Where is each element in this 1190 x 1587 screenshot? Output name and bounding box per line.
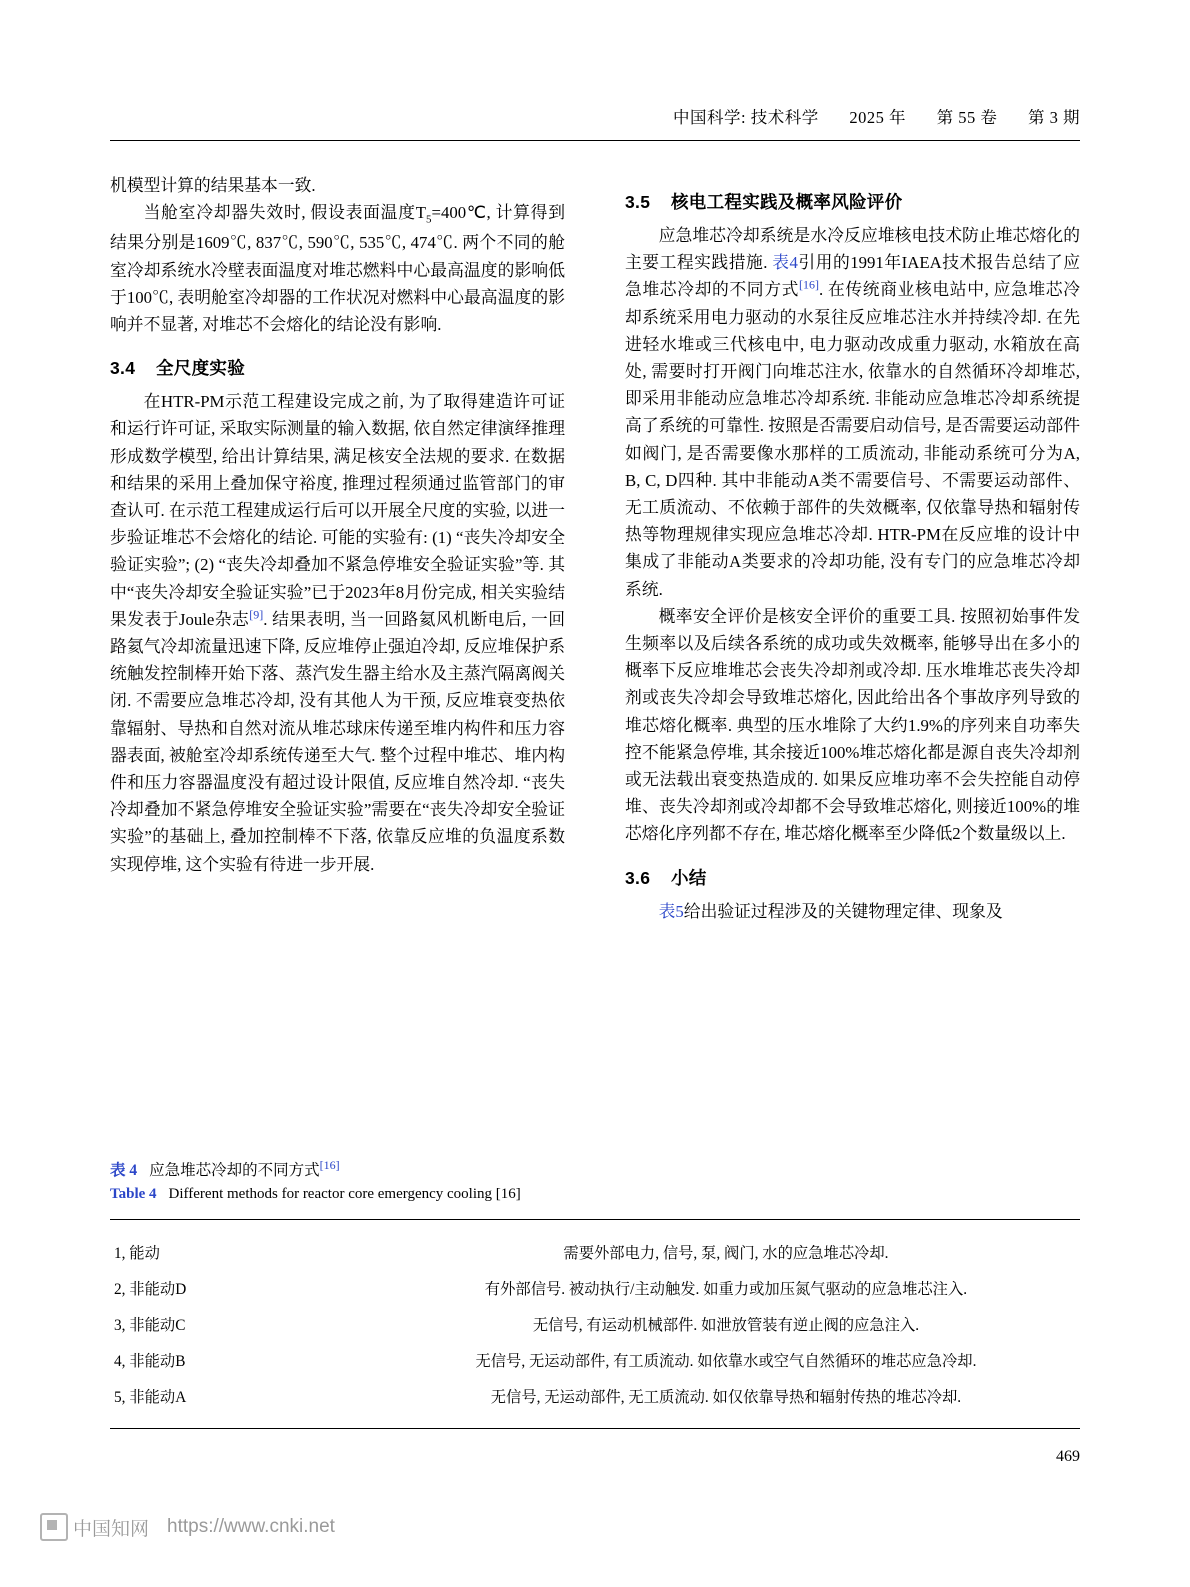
table-row xyxy=(110,1270,1080,1306)
table-top-rule-row xyxy=(110,1220,1080,1235)
two-column-body xyxy=(110,172,1080,925)
para1-part-a: 应急堆芯冷却系统是水冷反应堆核电技术防止堆芯熔化的主要工程实践措施. xyxy=(625,226,1080,273)
cell-method-desc: 无信号, 无运动部件, 无工质流动. 如仅依靠导热和辐射传热的堆芯冷却. xyxy=(490,1389,962,1406)
section-heading-3-6 xyxy=(625,865,1080,890)
para2-part-a: 当舱室冷却器失效时, 假设表面温度T xyxy=(143,203,426,223)
para3-part-a: 在HTR-PM示范工程建设完成之前, 为了取得建造许可证和运行许可证, 采取实际测量的输入数据, 依自然定律演绎推理形成数学模型, 给出计算结果, 满足核安全法规的要求. 在数据和结果的采用上叠加保守裕度, 推理过程须通过监管部门的审查认可. 在示范工程建成运行后可以开展全尺度的实验, 以进一步验证堆芯不会熔化的结论. 可能的实验有: (1) “丧失冷却安全验证实验”; (2) “丧失冷却叠加不紧急停堆安全验证实验”等. 其中“丧失冷却安全验证实验”已于2023年8月份完成, 相关实验结果发表于Joule杂志 xyxy=(110,392,565,629)
table-title-en: Different methods for reactor core emergency cooling [16] xyxy=(168,1186,521,1202)
citation-ref-16[interactable]: [16] xyxy=(799,277,819,292)
table-caption-en xyxy=(110,1186,1080,1203)
right-column xyxy=(625,172,1080,925)
section-title: 全尺度实验 xyxy=(156,358,245,379)
citation-ref-9[interactable]: [9] xyxy=(249,607,264,622)
footer-watermark xyxy=(40,1513,335,1541)
table5-cross-reference[interactable]: 表5 xyxy=(658,901,684,921)
table-caption-cn xyxy=(110,1158,1080,1180)
paragraph-ecc-practice xyxy=(625,222,1080,603)
table-label-cn: 表 4 xyxy=(110,1162,138,1179)
section-heading-3-5 xyxy=(625,189,1080,214)
section-number: 3.4 xyxy=(110,358,136,379)
para3-summary-text: 给出验证过程涉及的关键物理定律、现象及 xyxy=(683,901,1003,921)
cell-method-desc: 无信号, 有运动机械部件. 如泄放管装有逆止阀的应急注入. xyxy=(532,1317,920,1334)
paragraph-summary xyxy=(625,898,1080,925)
header-volume: 第 55 卷 xyxy=(936,108,998,127)
table-row xyxy=(110,1234,1080,1270)
cnki-mark-icon xyxy=(40,1513,68,1541)
table-label-en: Table 4 xyxy=(110,1186,157,1202)
cell-method-desc: 有外部信号. 被动执行/主动触发. 如重力或加压氮气驱动的应急堆芯注入. xyxy=(484,1281,968,1298)
cell-method-name: 5, 非能动A xyxy=(114,1389,187,1406)
header-issue: 第 3 期 xyxy=(1028,108,1080,127)
cnki-logo xyxy=(40,1513,149,1541)
section-heading-3-4 xyxy=(110,355,565,380)
cell-method-desc: 需要外部电力, 信号, 泵, 阀门, 水的应急堆芯冷却. xyxy=(563,1245,889,1262)
paragraph-psa: 概率安全评价是核安全评价的重要工具. 按照初始事件发生频率以及后续各系统的成功或失效概率, 能够导出在多小的概率下反应堆堆芯会丧失冷却剂或冷却. 压水堆堆芯丧失冷却剂或丧失冷却会导致堆芯熔化, 因此给出各个事故序列导致的堆芯熔化概率. 典型的压水堆除了大约1.9%的序列来自功率失控不能紧急停堆, 其余接近100%堆芯熔化都是源自丧失冷却剂或无法载出衰变热造成的. 如果反应堆功率不会失控能自动停堆、丧失冷却剂或冷却都不会导致堆芯熔化, 则接近100%的堆芯熔化序列都不存在, 堆芯熔化概率至少降低2个数量级以上. xyxy=(625,606,1080,844)
cnki-url[interactable]: https://www.cnki.net xyxy=(167,1516,335,1537)
header-year: 2025 年 xyxy=(849,108,906,127)
para1-part-c: . 在传统商业核电站中, 应急堆芯冷却系统采用电力驱动的水泵往反应堆芯注水并持续冷却. 在先进轻水堆或三代核电中, 电力驱动改成重力驱动, 水箱放在高处, 需要时打开阀门向堆芯注水, 依靠水的自然循环冷却堆芯, 即采用非能动应急堆芯冷却系统. 非能动应急堆芯冷却系统提高了系统的可靠性. 按照是否需要启动信号, 是否需要运动部件如阀门, 是否需要像水那样的工质流动, 非能动系统可分为A, B, C, D四种. 其中非能动A类不需要信号、不需要运动部件、无工质流动、不依赖于部件的失效概率, 仅依靠导热和辐射传热等物理规律实现应急堆芯冷却. HTR-PM在反应堆的设计中集成了非能动A类要求的冷却功能, 没有专门的应急堆芯冷却系统. xyxy=(625,280,1080,599)
table-4-block xyxy=(110,1158,1080,1429)
cell-method-name: 3, 非能动C xyxy=(114,1317,186,1334)
para1-part-b: 引用的1991年IAEA技术报告总结了应急堆芯冷却的不同方式 xyxy=(625,253,1080,300)
section-number: 3.5 xyxy=(625,192,651,212)
header-divider xyxy=(110,140,1080,141)
left-column xyxy=(110,172,565,925)
section-number: 3.6 xyxy=(625,867,651,888)
page-header xyxy=(673,104,1080,128)
paragraph-cabin-cooler xyxy=(110,199,565,338)
header-journal: 中国科学: 技术科学 xyxy=(673,108,819,127)
table-row xyxy=(110,1342,1080,1378)
para2-part-b: =400℃, 计算得到结果分别是1609℃, 837℃, 590℃, 535℃, 474℃. 两个不同的舱室冷却系统水冷壁表面温度对堆芯燃料中心最高温度的影响低于100℃, 表明舱室冷却器的工作状况对燃料中心最高温度的影响并不显著, 对堆芯不会熔化的结论没有影响. xyxy=(110,203,565,334)
cell-method-name: 2, 非能动D xyxy=(114,1281,187,1298)
table-4 xyxy=(110,1219,1080,1429)
section-title: 小结 xyxy=(671,867,707,888)
para3-part-b: . 结果表明, 当一回路氦风机断电后, 一回路氦气冷却流量迅速下降, 反应堆停止强迫冷却, 反应堆保护系统触发控制棒开始下落、蒸汽发生器主给水及主蒸汽隔离阀关闭. 不需要应急堆芯冷却, 没有其他人为干预, 反应堆衰变热依靠辐射、导热和自然对流从堆芯球床传递至堆内构件和压力容器表面, 被舱室冷却系统传递至大气. 整个过程中堆芯、堆内构件和压力容器温度没有超过设计限值, 反应堆自然冷却. “丧失冷却叠加不紧急停堆安全验证实验”需要在“丧失冷却安全验证实验”的基础上, 叠加控制棒不下落, 依靠反应堆的负温度系数实现停堆, 这个实验有待进一步开展. xyxy=(110,609,565,874)
table-row xyxy=(110,1378,1080,1414)
paragraph-continuation: 机模型计算的结果基本一致. xyxy=(110,176,316,195)
citation-ref-16-caption[interactable]: [16] xyxy=(319,1157,340,1172)
page-number: 469 xyxy=(1056,1448,1080,1465)
subscript-5: 5 xyxy=(425,213,432,226)
table-title-cn: 应急堆芯冷却的不同方式 xyxy=(149,1162,320,1179)
cell-method-name: 4, 非能动B xyxy=(114,1353,186,1370)
paragraph-full-scale-experiment xyxy=(110,388,565,878)
table-bottom-rule-row xyxy=(110,1414,1080,1429)
table-row xyxy=(110,1306,1080,1342)
table4-cross-reference[interactable]: 表4 xyxy=(772,253,798,273)
cell-method-name: 1, 能动 xyxy=(114,1245,160,1262)
cnki-logo-text: 中国知网 xyxy=(73,1518,150,1540)
cell-method-desc: 无信号, 无运动部件, 有工质流动. 如依靠水或空气自然循环的堆芯应急冷却. xyxy=(475,1353,977,1370)
section-title: 核电工程实践及概率风险评价 xyxy=(671,192,903,212)
